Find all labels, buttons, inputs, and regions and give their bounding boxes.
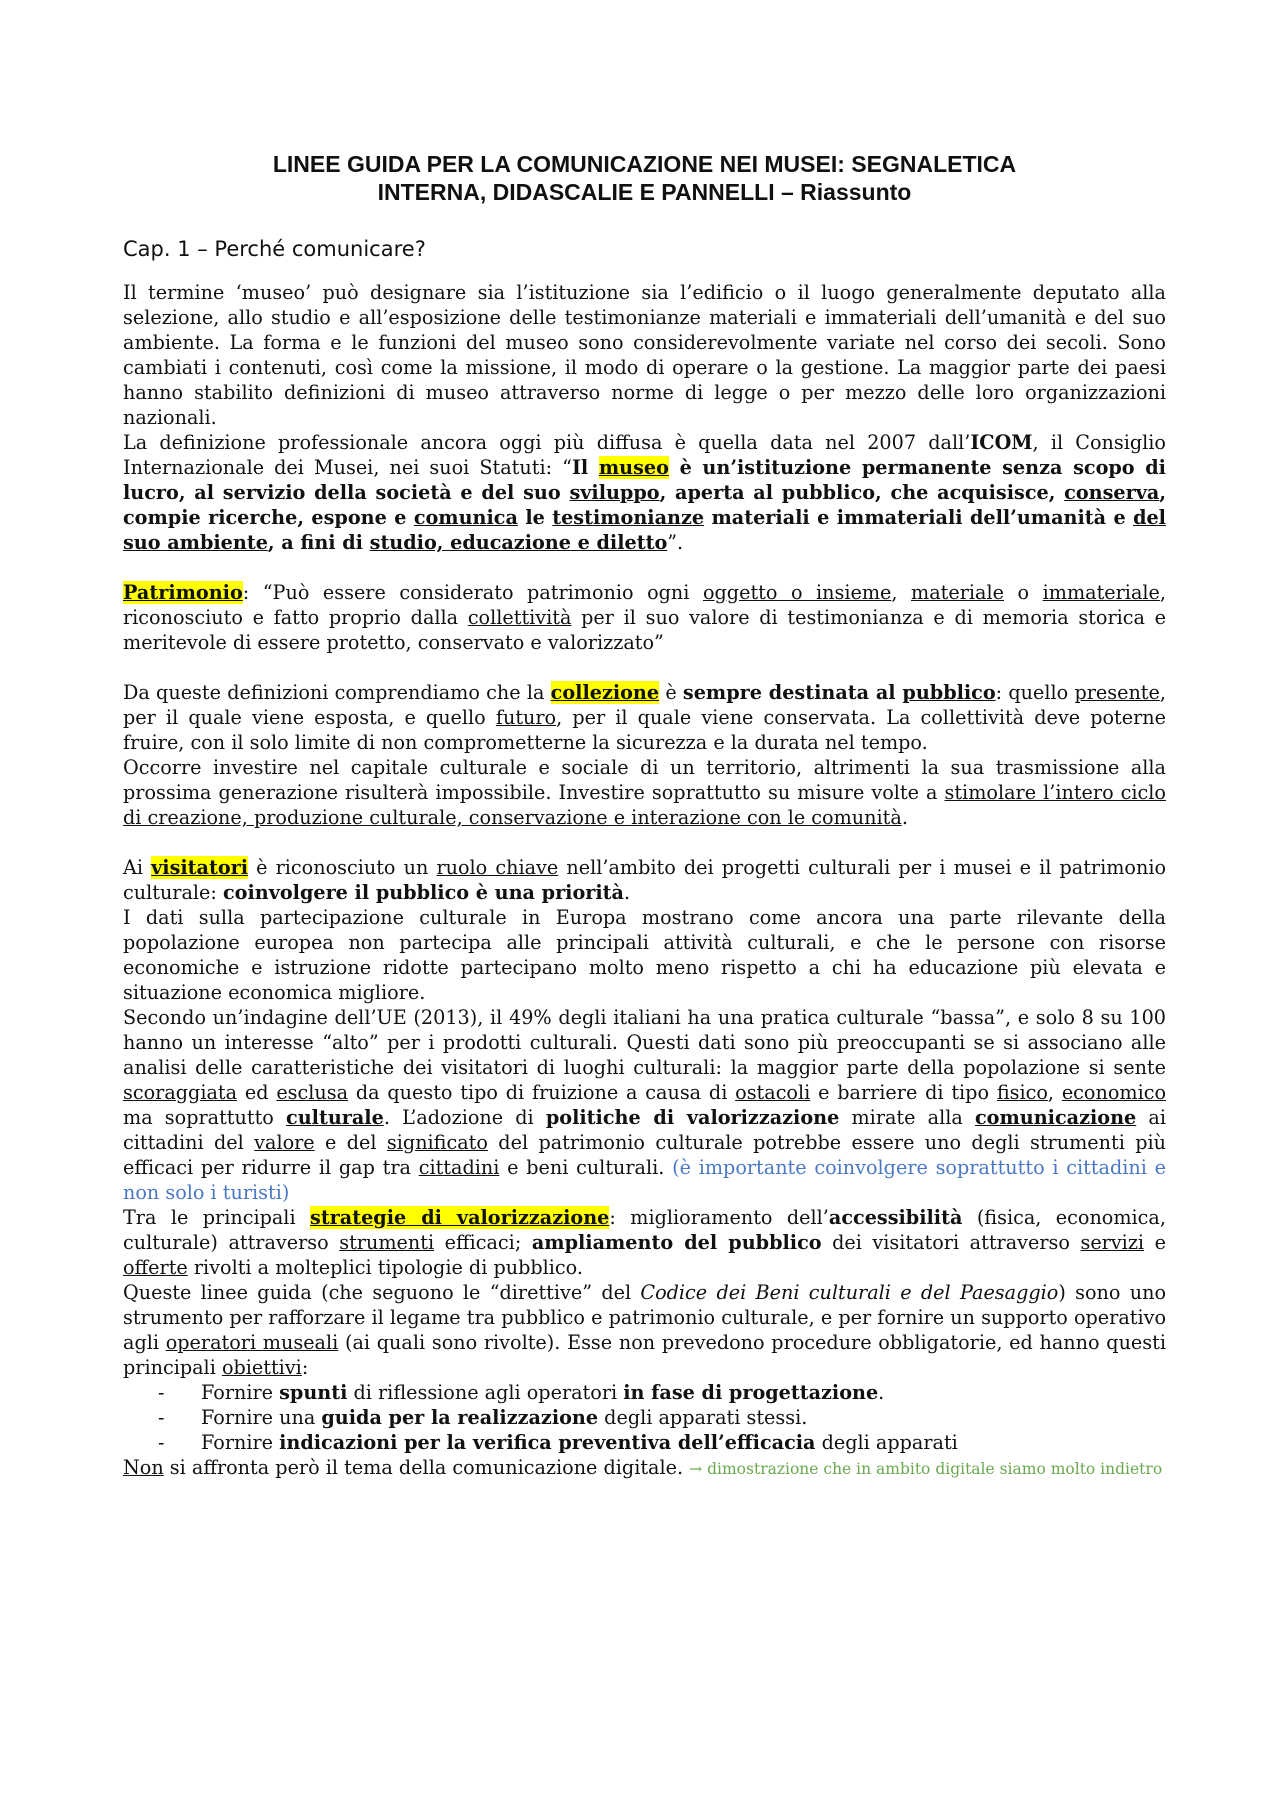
paragraph-indagine-ue: Secondo un’indagine dell’UE (2013), il 49% degli italiani ha una pratica culturale “bassa”, e solo 8 su 100 hanno un interesse “alto” per i prodotti culturali. Questi dati sono più preoccupanti se si associano alle analisi delle caratteristiche dei visitatori di luoghi culturali: la maggior parte della popolazione si sente scoraggiata ed esclusa da questo tipo di fruizione a causa di ostacoli e barriere di tipo fisico, economico ma soprattutto culturale. L’adozione di politiche di valorizzazione mirate alla comunicazione ai cittadini del valore e del significato del patrimonio culturale potrebbe essere uno degli strumenti più efficaci per ridurre il gap tra cittadini e beni culturali. (è importante coinvolgere soprattutto i cittadini e non solo i turisti) [123,1006,1167,1204]
list-item: - Fornire indicazioni per la verifica preventiva dell’efficacia degli apparati [158,1431,958,1454]
paragraph-museo-definition: Il termine ‘museo’ può designare sia l’istituzione sia l’edificio o il luogo generalmente deputato alla selezione, allo studio e all’esposizione delle testimonianze materiali e immateriali dell’umanità e del suo ambiente. La forma e le funzioni del museo sono considerevolmente variate nel corso dei secoli. Sono cambiati i contenuti, così come la missione, il modo di operare o la gestione. La maggior parte dei paesi hanno stabilito definizioni di museo attraverso norme di legge o per mezzo delle loro organizzazioni nazionali. La definizione professionale ancora oggi più diffusa è quella data nel 2007 dall’ICOM, il Consiglio Internazionale dei Musei, nei suoi Statuti: “Il museo è un’istituzione permanente senza scopo di lucro, al servizio della società e del suo sviluppo, aperta al pubblico, che acquisisce, conserva, compie ricerche, espone e comunica le testimonianze materiali e immateriali dell’umanità e del suo ambiente, a fini di studio, educazione e diletto”. [123,281,1166,554]
paragraph-patrimonio: Patrimonio: “Può essere considerato patrimonio ogni oggetto o insieme, materiale o immateriale, riconosciuto e fatto proprio dalla collettività per il suo valore di testimonianza e di memoria storica e meritevole di essere protetto, conservato e valorizzato” [123,581,1166,654]
paragraph-partecipazione: I dati sulla partecipazione culturale in Europa mostrano come ancora una parte rilevante della popolazione europea non partecipa alle principali attività culturali, e che le persone con risorse economiche e istruzione ridotte partecipano molto meno rispetto a chi ha educazione più elevata e situazione economica migliore. [123,906,1166,1004]
list-item: - Fornire spunti di riflessione agli operatori in fase di progettazione. [158,1381,885,1404]
paragraph-linee-guida: Queste linee guida (che seguono le “direttive” del Codice dei Beni culturali e del Paesaggio) sono uno strumento per rafforzare il legame tra pubblico e patrimonio culturale, e per fornire un supporto operativo agli operatori museali (ai quali sono rivolte). Esse non prevedono procedure obbligatorie, ed hanno questi principali obiettivi: [123,1281,1166,1379]
highlight-strategie: strategie di valorizzazione [310,1206,610,1229]
highlight-visitatori: visitatori [151,856,249,879]
paragraph-strategie: Tra le principali strategie di valorizzazione: miglioramento dell’accessibilità (fisica, economica, culturale) attraverso strumenti efficaci; ampliamento del pubblico dei visitatori attraverso servizi e offerte rivolti a molteplici tipologie di pubblico. [123,1206,1166,1279]
title-line-1: LINEE GUIDA PER LA COMUNICAZIONE NEI MUSEI: SEGNALETICA [272,151,1017,177]
highlight-collezione: collezione [550,681,660,704]
paragraph-capitale-culturale: Occorre investire nel capitale culturale e sociale di un territorio, altrimenti la sua trasmissione alla prossima generazione risulterà impossibile. Investire soprattutto su misure volte a stimolare l’intero ciclo di creazione, produzione culturale, conservazione e interazione con le comunità. [123,756,1166,829]
highlight-patrimonio: Patrimonio [123,581,243,604]
annotation-note-blue: (è importante coinvolgere soprattutto i cittadini e non solo i turisti) [123,1156,1166,1204]
goals-list [123,1380,1166,1455]
document-body [123,150,1166,1482]
paragraph-visitatori: Ai visitatori è riconosciuto un ruolo chiave nell’ambito dei progetti culturali per i musei e il patrimonio culturale: coinvolgere il pubblico è una priorità. [123,856,1167,904]
paragraph-collezione: Da queste definizioni comprendiamo che la collezione è sempre destinata al pubblico: quello presente, per il quale viene esposta, e quello futuro, per il quale viene conservata. La collettività deve poterne fruire, con il solo limite di non comprometterne la sicurezza e la durata nel tempo. [123,681,1166,754]
chapter-heading: Cap. 1 – Perché comunicare? [123,237,426,261]
title-line-2: INTERNA, DIDASCALIE E PANNELLI – Riassunto [377,179,912,205]
list-item: - Fornire una guida per la realizzazione degli apparati stessi. [158,1406,808,1429]
highlight-museo: museo [598,456,669,479]
annotation-note-green: → dimostrazione che in ambito digitale siamo molto indietro [689,1460,1163,1478]
paragraph-digitale: Non si affronta però il tema della comunicazione digitale. → dimostrazione che in ambito digitale siamo molto indietro [123,1456,1163,1479]
document-title [123,150,1166,206]
